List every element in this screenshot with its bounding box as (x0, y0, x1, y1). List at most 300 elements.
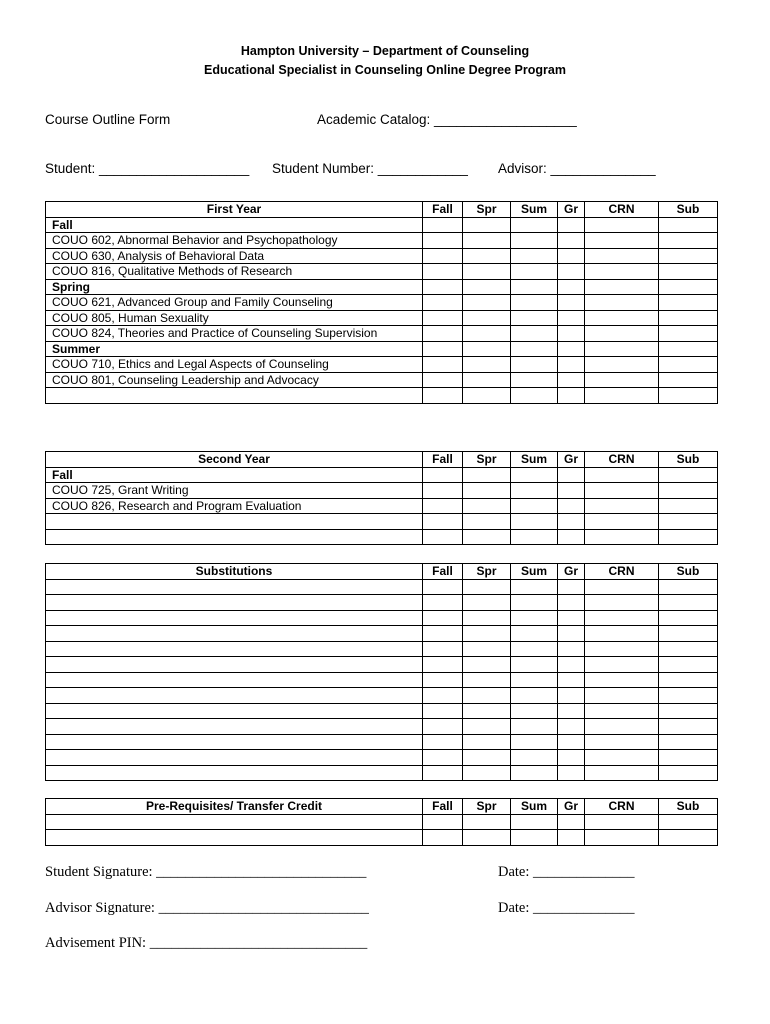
entry-cell[interactable] (585, 217, 659, 233)
course-cell (46, 719, 423, 735)
entry-cell[interactable] (558, 248, 585, 264)
column-header: Spr (463, 799, 511, 815)
entry-cell[interactable] (463, 703, 511, 719)
table-row (46, 264, 718, 280)
column-header: Gr (558, 799, 585, 815)
entry-cell[interactable] (585, 310, 659, 326)
entry-cell[interactable] (659, 248, 718, 264)
entry-cell[interactable] (511, 830, 558, 846)
column-header: Fall (423, 564, 463, 580)
entry-cell[interactable] (585, 388, 659, 404)
entry-cell[interactable] (511, 357, 558, 373)
entry-cell[interactable] (659, 814, 718, 830)
course-cell: COUO 602, Abnormal Behavior and Psychopathology (46, 233, 423, 249)
table-heading: Pre-Requisites/ Transfer Credit (46, 799, 423, 815)
entry-cell[interactable] (463, 529, 511, 545)
course-cell: COUO 710, Ethics and Legal Aspects of Counseling (46, 357, 423, 373)
entry-cell[interactable] (463, 295, 511, 311)
entry-cell[interactable] (423, 830, 463, 846)
course-cell (46, 830, 423, 846)
column-header: Fall (423, 202, 463, 218)
entry-cell[interactable] (463, 279, 511, 295)
entry-cell[interactable] (558, 529, 585, 545)
entry-cell[interactable] (463, 579, 511, 595)
entry-cell[interactable] (511, 641, 558, 657)
column-header: CRN (585, 202, 659, 218)
student-number-field[interactable]: Student Number: ____________ (272, 161, 468, 176)
table-row (46, 830, 718, 846)
entry-cell[interactable] (659, 610, 718, 626)
table-row (46, 719, 718, 735)
entry-cell[interactable] (423, 357, 463, 373)
entry-cell[interactable] (463, 467, 511, 483)
term-label: Summer (46, 341, 423, 357)
entry-cell[interactable] (659, 357, 718, 373)
entry-cell[interactable] (659, 672, 718, 688)
entry-cell[interactable] (511, 672, 558, 688)
entry-cell[interactable] (659, 310, 718, 326)
entry-cell[interactable] (511, 626, 558, 642)
entry-cell[interactable] (511, 295, 558, 311)
entry-cell[interactable] (511, 264, 558, 280)
entry-cell[interactable] (511, 310, 558, 326)
entry-cell[interactable] (423, 264, 463, 280)
student-field[interactable]: Student: ____________________ (45, 161, 250, 176)
table-row (46, 765, 718, 781)
course-cell (46, 514, 423, 530)
entry-cell[interactable] (423, 672, 463, 688)
entry-cell[interactable] (585, 610, 659, 626)
entry-cell[interactable] (423, 295, 463, 311)
entry-cell[interactable] (558, 626, 585, 642)
entry-cell[interactable] (423, 483, 463, 499)
term-label: Spring (46, 279, 423, 295)
entry-cell[interactable] (558, 498, 585, 514)
column-header: CRN (585, 452, 659, 468)
entry-cell[interactable] (659, 703, 718, 719)
entry-cell[interactable] (423, 626, 463, 642)
entry-cell[interactable] (585, 734, 659, 750)
entry-cell[interactable] (585, 467, 659, 483)
entry-cell[interactable] (558, 830, 585, 846)
entry-cell[interactable] (463, 248, 511, 264)
entry-cell[interactable] (463, 734, 511, 750)
table-heading: First Year (46, 202, 423, 218)
entry-cell[interactable] (585, 672, 659, 688)
entry-cell[interactable] (558, 765, 585, 781)
entry-cell[interactable] (423, 326, 463, 342)
entry-cell[interactable] (423, 610, 463, 626)
entry-cell[interactable] (659, 326, 718, 342)
entry-cell[interactable] (558, 514, 585, 530)
course-cell (46, 734, 423, 750)
table-row (46, 388, 718, 404)
entry-cell[interactable] (423, 765, 463, 781)
entry-cell[interactable] (511, 579, 558, 595)
column-header: Spr (463, 202, 511, 218)
entry-cell[interactable] (585, 626, 659, 642)
entry-cell[interactable] (463, 765, 511, 781)
entry-cell[interactable] (423, 372, 463, 388)
entry-cell[interactable] (585, 233, 659, 249)
column-header: Sub (659, 452, 718, 468)
advisement-pin-field[interactable]: Advisement PIN: ______________________________ (45, 935, 368, 951)
course-cell: COUO 801, Counseling Leadership and Advocacy (46, 372, 423, 388)
entry-cell[interactable] (659, 372, 718, 388)
course-cell (46, 388, 423, 404)
entry-cell[interactable] (463, 264, 511, 280)
entry-cell[interactable] (659, 388, 718, 404)
column-header: Fall (423, 452, 463, 468)
entry-cell[interactable] (558, 703, 585, 719)
entry-cell[interactable] (463, 514, 511, 530)
substitutions-table (45, 563, 718, 781)
entry-cell[interactable] (463, 341, 511, 357)
second-year-table (45, 451, 718, 545)
course-cell: COUO 826, Research and Program Evaluation (46, 498, 423, 514)
entry-cell[interactable] (423, 310, 463, 326)
table-row (46, 579, 718, 595)
entry-cell[interactable] (585, 750, 659, 766)
entry-cell[interactable] (585, 264, 659, 280)
entry-cell[interactable] (423, 641, 463, 657)
column-header: Sub (659, 202, 718, 218)
table-header-row (46, 799, 718, 815)
course-cell (46, 641, 423, 657)
entry-cell[interactable] (463, 750, 511, 766)
entry-cell[interactable] (511, 467, 558, 483)
entry-cell[interactable] (511, 765, 558, 781)
advisor-date-field[interactable]: Date: ______________ (498, 900, 635, 916)
entry-cell[interactable] (511, 248, 558, 264)
entry-cell[interactable] (585, 657, 659, 673)
form-name: Course Outline Form (45, 112, 171, 127)
entry-cell[interactable] (423, 703, 463, 719)
entry-cell[interactable] (463, 595, 511, 611)
course-cell (46, 610, 423, 626)
entry-cell[interactable] (511, 233, 558, 249)
entry-cell[interactable] (558, 814, 585, 830)
entry-cell[interactable] (511, 750, 558, 766)
entry-cell[interactable] (423, 529, 463, 545)
entry-cell[interactable] (463, 388, 511, 404)
column-header: CRN (585, 799, 659, 815)
course-cell: COUO 816, Qualitative Methods of Research (46, 264, 423, 280)
entry-cell[interactable] (511, 217, 558, 233)
table-row (46, 483, 718, 499)
table-row (46, 372, 718, 388)
entry-cell[interactable] (423, 233, 463, 249)
entry-cell[interactable] (463, 357, 511, 373)
course-cell (46, 657, 423, 673)
entry-cell[interactable] (585, 483, 659, 499)
table-row (46, 657, 718, 673)
entry-cell[interactable] (463, 233, 511, 249)
entry-cell[interactable] (558, 734, 585, 750)
entry-cell[interactable] (463, 217, 511, 233)
entry-cell[interactable] (463, 610, 511, 626)
entry-cell[interactable] (463, 326, 511, 342)
student-date-field[interactable]: Date: ______________ (498, 864, 635, 880)
entry-cell[interactable] (585, 814, 659, 830)
entry-cell[interactable] (659, 750, 718, 766)
entry-cell[interactable] (585, 529, 659, 545)
entry-cell[interactable] (659, 719, 718, 735)
entry-cell[interactable] (558, 719, 585, 735)
table-row (46, 467, 718, 483)
table-heading: Second Year (46, 452, 423, 468)
table-row (46, 529, 718, 545)
entry-cell[interactable] (511, 688, 558, 704)
column-header: Gr (558, 452, 585, 468)
entry-cell[interactable] (423, 657, 463, 673)
entry-cell[interactable] (585, 579, 659, 595)
entry-cell[interactable] (423, 734, 463, 750)
entry-cell[interactable] (659, 529, 718, 545)
entry-cell[interactable] (463, 719, 511, 735)
entry-cell[interactable] (659, 579, 718, 595)
entry-cell[interactable] (423, 688, 463, 704)
table-row (46, 310, 718, 326)
entry-cell[interactable] (585, 372, 659, 388)
entry-cell[interactable] (511, 341, 558, 357)
entry-cell[interactable] (511, 719, 558, 735)
entry-cell[interactable] (463, 830, 511, 846)
entry-cell[interactable] (511, 388, 558, 404)
entry-cell[interactable] (659, 279, 718, 295)
column-header: Gr (558, 202, 585, 218)
column-header: Sum (511, 452, 558, 468)
document-title: Hampton University – Department of Counseling (240, 44, 530, 58)
entry-cell[interactable] (463, 688, 511, 704)
course-cell: COUO 725, Grant Writing (46, 483, 423, 499)
entry-cell[interactable] (511, 703, 558, 719)
entry-cell[interactable] (585, 295, 659, 311)
entry-cell[interactable] (558, 641, 585, 657)
entry-cell[interactable] (511, 610, 558, 626)
entry-cell[interactable] (558, 688, 585, 704)
course-cell (46, 703, 423, 719)
entry-cell[interactable] (659, 626, 718, 642)
column-header: Gr (558, 564, 585, 580)
entry-cell[interactable] (585, 688, 659, 704)
entry-cell[interactable] (659, 657, 718, 673)
table-row (46, 595, 718, 611)
table-row (46, 498, 718, 514)
entry-cell[interactable] (511, 814, 558, 830)
entry-cell[interactable] (558, 467, 585, 483)
student-signature-field[interactable]: Student Signature: _____________________________ (45, 864, 367, 880)
course-cell: COUO 621, Advanced Group and Family Counseling (46, 295, 423, 311)
table-row (46, 514, 718, 530)
entry-cell[interactable] (585, 357, 659, 373)
entry-cell[interactable] (659, 514, 718, 530)
entry-cell[interactable] (585, 719, 659, 735)
table-header-row (46, 452, 718, 468)
entry-cell[interactable] (423, 341, 463, 357)
table-row (46, 217, 718, 233)
entry-cell[interactable] (659, 688, 718, 704)
entry-cell[interactable] (558, 341, 585, 357)
entry-cell[interactable] (511, 734, 558, 750)
entry-cell[interactable] (423, 279, 463, 295)
entry-cell[interactable] (463, 310, 511, 326)
course-cell (46, 529, 423, 545)
entry-cell[interactable] (463, 498, 511, 514)
entry-cell[interactable] (423, 467, 463, 483)
entry-cell[interactable] (511, 326, 558, 342)
entry-cell[interactable] (463, 626, 511, 642)
course-cell (46, 750, 423, 766)
entry-cell[interactable] (659, 595, 718, 611)
document-subtitle: Educational Specialist in Counseling Online Degree Program (204, 63, 566, 77)
entry-cell[interactable] (423, 719, 463, 735)
entry-cell[interactable] (558, 672, 585, 688)
entry-cell[interactable] (558, 233, 585, 249)
entry-cell[interactable] (511, 483, 558, 499)
table-row (46, 357, 718, 373)
entry-cell[interactable] (585, 595, 659, 611)
entry-cell[interactable] (463, 814, 511, 830)
entry-cell[interactable] (659, 483, 718, 499)
table-row (46, 734, 718, 750)
course-cell (46, 814, 423, 830)
entry-cell[interactable] (558, 279, 585, 295)
entry-cell[interactable] (423, 514, 463, 530)
first-year-table (45, 201, 718, 404)
entry-cell[interactable] (558, 579, 585, 595)
entry-cell[interactable] (659, 765, 718, 781)
course-cell (46, 579, 423, 595)
entry-cell[interactable] (659, 734, 718, 750)
entry-cell[interactable] (511, 657, 558, 673)
entry-cell[interactable] (585, 514, 659, 530)
entry-cell[interactable] (659, 641, 718, 657)
entry-cell[interactable] (659, 233, 718, 249)
entry-cell[interactable] (558, 595, 585, 611)
course-cell: COUO 824, Theories and Practice of Counseling Supervision (46, 326, 423, 342)
entry-cell[interactable] (511, 498, 558, 514)
entry-cell[interactable] (423, 248, 463, 264)
entry-cell[interactable] (558, 326, 585, 342)
entry-cell[interactable] (558, 388, 585, 404)
academic-catalog-field[interactable]: Academic Catalog: ___________________ (317, 112, 577, 127)
entry-cell[interactable] (558, 657, 585, 673)
entry-cell[interactable] (585, 703, 659, 719)
entry-cell[interactable] (558, 357, 585, 373)
column-header: Sum (511, 799, 558, 815)
table-header-row (46, 202, 718, 218)
column-header: CRN (585, 564, 659, 580)
entry-cell[interactable] (463, 641, 511, 657)
column-header: Spr (463, 564, 511, 580)
table-row (46, 326, 718, 342)
entry-cell[interactable] (511, 279, 558, 295)
advisor-signature-field[interactable]: Advisor Signature: _____________________________ (45, 900, 369, 916)
entry-cell[interactable] (463, 372, 511, 388)
table-header-row (46, 564, 718, 580)
course-cell (46, 765, 423, 781)
term-label: Fall (46, 467, 423, 483)
entry-cell[interactable] (511, 372, 558, 388)
course-cell (46, 688, 423, 704)
table-row (46, 626, 718, 642)
table-row (46, 341, 718, 357)
entry-cell[interactable] (585, 765, 659, 781)
table-row (46, 279, 718, 295)
table-row (46, 672, 718, 688)
advisor-field[interactable]: Advisor: ______________ (498, 161, 656, 176)
entry-cell[interactable] (558, 372, 585, 388)
entry-cell[interactable] (558, 310, 585, 326)
entry-cell[interactable] (558, 610, 585, 626)
table-row (46, 610, 718, 626)
entry-cell[interactable] (423, 388, 463, 404)
entry-cell[interactable] (423, 498, 463, 514)
entry-cell[interactable] (558, 295, 585, 311)
entry-cell[interactable] (659, 830, 718, 846)
table-row (46, 688, 718, 704)
table-row (46, 641, 718, 657)
entry-cell[interactable] (463, 657, 511, 673)
entry-cell[interactable] (585, 641, 659, 657)
entry-cell[interactable] (585, 279, 659, 295)
entry-cell[interactable] (511, 514, 558, 530)
entry-cell[interactable] (659, 498, 718, 514)
table-row (46, 248, 718, 264)
course-cell: COUO 630, Analysis of Behavioral Data (46, 248, 423, 264)
entry-cell[interactable] (585, 498, 659, 514)
table-heading: Substitutions (46, 564, 423, 580)
course-cell (46, 626, 423, 642)
entry-cell[interactable] (585, 248, 659, 264)
table-row (46, 233, 718, 249)
entry-cell[interactable] (558, 217, 585, 233)
entry-cell[interactable] (511, 595, 558, 611)
entry-cell[interactable] (585, 326, 659, 342)
table-row (46, 750, 718, 766)
table-row (46, 703, 718, 719)
entry-cell[interactable] (659, 217, 718, 233)
entry-cell[interactable] (659, 295, 718, 311)
entry-cell[interactable] (585, 341, 659, 357)
column-header: Sum (511, 202, 558, 218)
entry-cell[interactable] (558, 750, 585, 766)
course-cell (46, 595, 423, 611)
entry-cell[interactable] (558, 483, 585, 499)
entry-cell[interactable] (659, 264, 718, 280)
table-row (46, 814, 718, 830)
entry-cell[interactable] (463, 672, 511, 688)
entry-cell[interactable] (423, 595, 463, 611)
entry-cell[interactable] (558, 264, 585, 280)
column-header: Fall (423, 799, 463, 815)
column-header: Sub (659, 564, 718, 580)
column-header: Sub (659, 799, 718, 815)
entry-cell[interactable] (423, 750, 463, 766)
course-cell (46, 672, 423, 688)
entry-cell[interactable] (659, 467, 718, 483)
entry-cell[interactable] (659, 341, 718, 357)
entry-cell[interactable] (423, 579, 463, 595)
entry-cell[interactable] (463, 483, 511, 499)
entry-cell[interactable] (423, 217, 463, 233)
course-cell: COUO 805, Human Sexuality (46, 310, 423, 326)
entry-cell[interactable] (511, 529, 558, 545)
entry-cell[interactable] (585, 830, 659, 846)
entry-cell[interactable] (423, 814, 463, 830)
column-header: Sum (511, 564, 558, 580)
